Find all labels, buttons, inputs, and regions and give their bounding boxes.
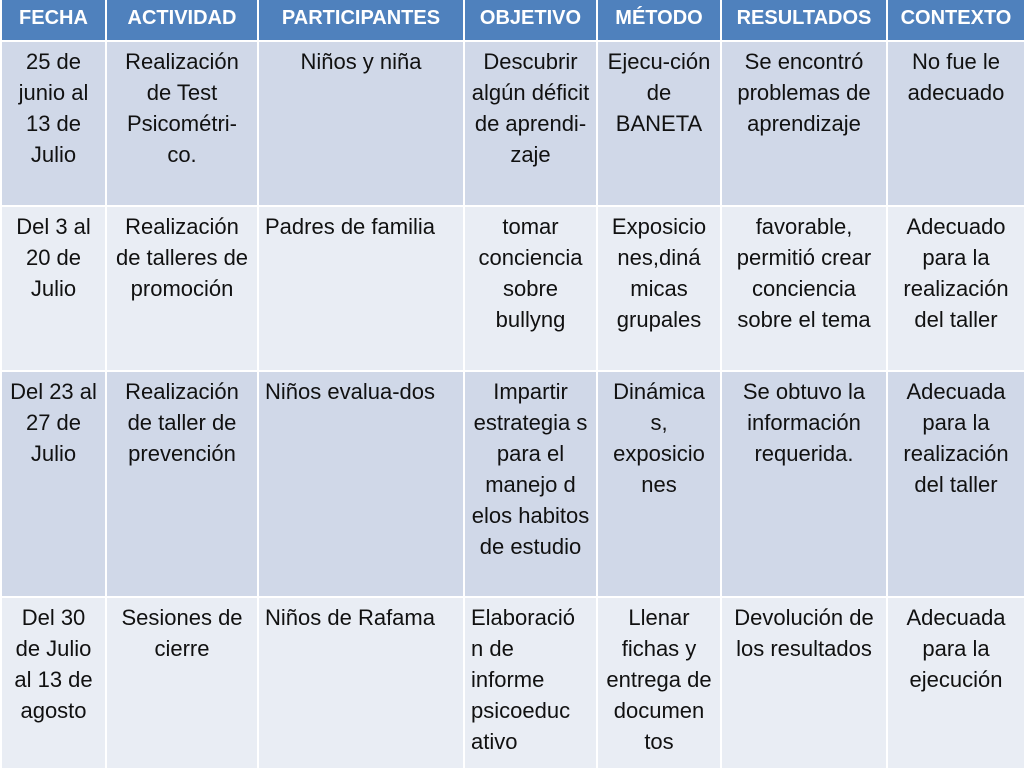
header-objetivo: OBJETIVO	[464, 0, 597, 41]
cell-fecha: Del 30 de Julio al 13 de agosto	[1, 597, 106, 768]
cell-objetivo: Elaboració n de informe psicoeduc ativo	[464, 597, 597, 768]
header-resultados: RESULTADOS	[721, 0, 887, 41]
cell-participantes: Padres de familia	[258, 206, 464, 371]
cell-fecha: Del 3 al 20 de Julio	[1, 206, 106, 371]
cell-participantes: Niños y niña	[258, 41, 464, 206]
cell-objetivo: Descubrir algún déficit de aprendi-zaje	[464, 41, 597, 206]
cell-actividad: Sesiones de cierre	[106, 597, 258, 768]
header-participantes: PARTICIPANTES	[258, 0, 464, 41]
table-row	[1, 597, 1024, 768]
header-fecha: FECHA	[1, 0, 106, 41]
cell-actividad: Realización de Test Psicométri-co.	[106, 41, 258, 206]
cell-metodo: Ejecu-ción de BANETA	[597, 41, 721, 206]
cell-actividad: Realización de talleres de promoción	[106, 206, 258, 371]
cell-contexto: Adecuada para la realización del taller	[887, 371, 1024, 597]
cell-resultados: Devolución de los resultados	[721, 597, 887, 768]
cell-resultados: Se obtuvo la información requerida.	[721, 371, 887, 597]
cell-objetivo: Impartir estrategia s para el manejo d elos habitos de estudio	[464, 371, 597, 597]
table-row	[1, 41, 1024, 206]
header-metodo: MÉTODO	[597, 0, 721, 41]
cell-contexto: Adecuado para la realización del taller	[887, 206, 1024, 371]
cell-resultados: Se encontró problemas de aprendizaje	[721, 41, 887, 206]
table-header-row	[1, 0, 1024, 41]
cell-resultados: favorable, permitió crear conciencia sobre el tema	[721, 206, 887, 371]
cell-contexto: No fue le adecuado	[887, 41, 1024, 206]
cell-contexto: Adecuada para la ejecución	[887, 597, 1024, 768]
cell-metodo: Llenar fichas y entrega de documen tos	[597, 597, 721, 768]
cell-fecha: 25 de junio al 13 de Julio	[1, 41, 106, 206]
header-actividad: ACTIVIDAD	[106, 0, 258, 41]
table-row	[1, 371, 1024, 597]
cell-objetivo: tomar conciencia sobre bullyng	[464, 206, 597, 371]
cell-fecha: Del 23 al 27 de Julio	[1, 371, 106, 597]
header-contexto: CONTEXTO	[887, 0, 1024, 41]
table-row	[1, 206, 1024, 371]
cell-actividad: Realización de taller de prevención	[106, 371, 258, 597]
cell-metodo: Exposicio nes,diná micas grupales	[597, 206, 721, 371]
cell-participantes: Niños de Rafama	[258, 597, 464, 768]
cell-participantes: Niños evalua-dos	[258, 371, 464, 597]
cell-metodo: Dinámica s, exposicio nes	[597, 371, 721, 597]
